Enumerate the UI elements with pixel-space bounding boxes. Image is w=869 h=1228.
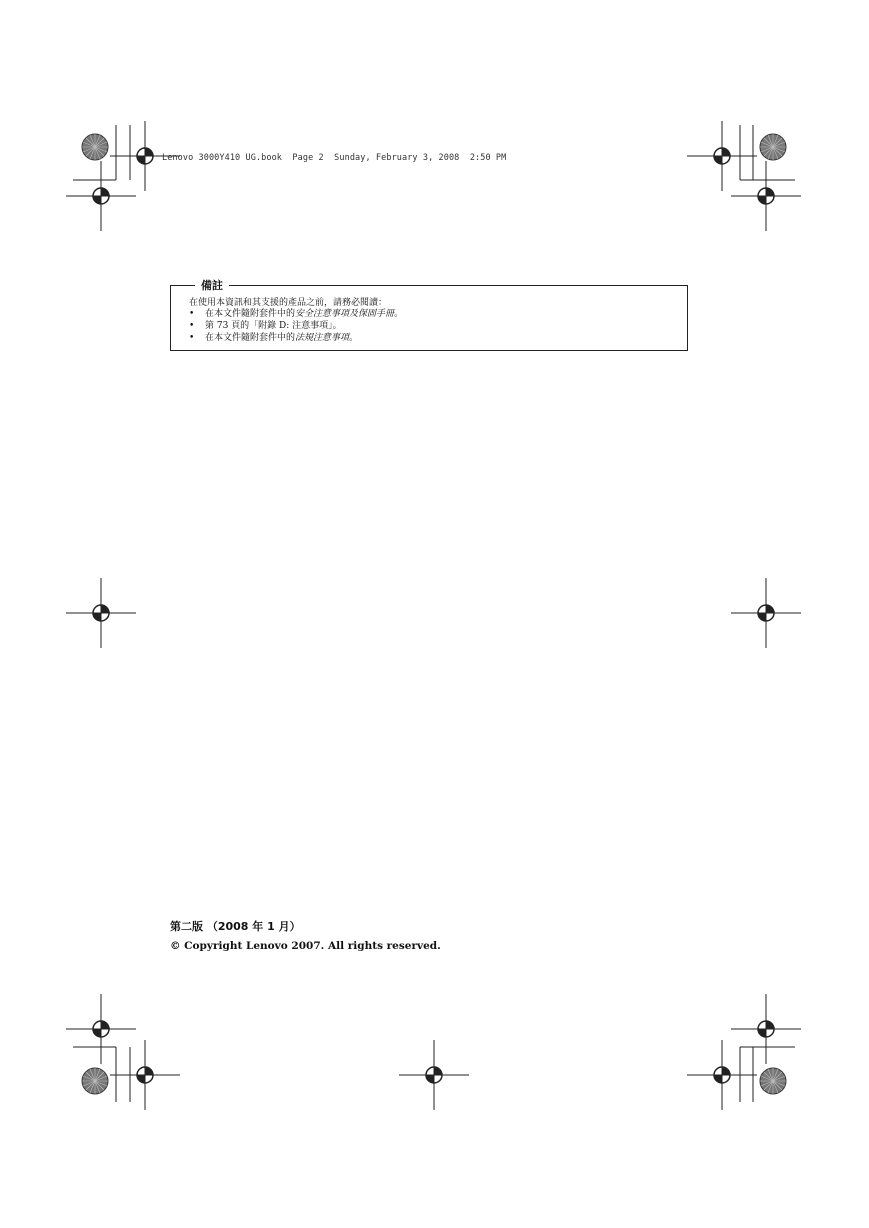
registration-target-icon	[110, 1040, 180, 1110]
bullet-icon: •	[189, 309, 195, 319]
registration-target-icon	[66, 994, 136, 1064]
registration-target-icon	[687, 121, 757, 191]
list-item	[189, 332, 403, 344]
item-emphasis: 法規注意事項	[295, 333, 350, 343]
registration-target-icon	[731, 578, 801, 648]
item-prefix: 第 73 頁的「附錄 D: 注意事項」。	[205, 321, 342, 331]
item-prefix: 在本文件隨附套件中的	[205, 309, 296, 319]
item-prefix: 在本文件隨附套件中的	[205, 333, 296, 343]
note-box	[170, 279, 688, 351]
starburst-mark-icon	[760, 134, 786, 160]
registration-target-icon	[687, 1040, 757, 1110]
running-head: Lenovo 3000Y410 UG.book Page 2 Sunday, February 3, 2008 2:50 PM	[162, 153, 507, 163]
item-suffix: 。	[394, 309, 404, 319]
registration-target-icon	[66, 578, 136, 648]
registration-target-icon	[66, 161, 136, 231]
edition-line: 第二版 （2008 年 1 月）	[170, 920, 301, 933]
registration-target-icon	[399, 1040, 469, 1110]
copyright-line: © Copyright Lenovo 2007. All rights reserved.	[170, 940, 441, 952]
bullet-icon: •	[189, 321, 195, 331]
item-emphasis: 安全注意事項及保固手冊	[295, 309, 395, 319]
list-item	[189, 308, 403, 320]
note-intro: 在使用本資訊和其支援的產品之前，請務必閱讀：	[189, 298, 388, 308]
note-list	[189, 308, 403, 344]
bullet-icon: •	[189, 333, 195, 343]
item-suffix: 。	[349, 333, 359, 343]
registration-target-icon	[731, 994, 801, 1064]
list-item	[189, 320, 403, 332]
starburst-mark-icon	[82, 134, 108, 160]
starburst-mark-icon	[760, 1068, 786, 1094]
starburst-mark-icon	[82, 1068, 108, 1094]
note-title: 備註	[195, 277, 229, 293]
registration-target-icon	[731, 161, 801, 231]
